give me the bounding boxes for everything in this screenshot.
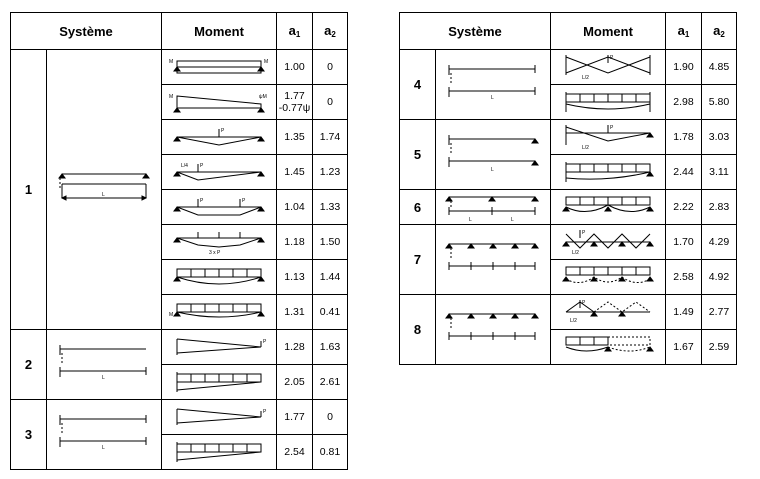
a2-value: 2.61 <box>313 365 348 400</box>
header-a1 <box>277 13 313 50</box>
system-diagram <box>47 330 162 400</box>
fixed-central-load-diagram <box>558 53 658 81</box>
continuous-point-loads-diagram <box>558 228 658 256</box>
two-span-uniform-load-diagram <box>558 193 658 221</box>
a2-value: 1.50 <box>313 225 348 260</box>
system-number: 6 <box>400 190 436 225</box>
moment-diagram <box>162 260 277 295</box>
propped-cantilever-diagram <box>54 411 154 459</box>
a2-value: 3.03 <box>702 120 737 155</box>
span-label: L <box>102 444 105 451</box>
cantilever-beam-diagram <box>54 341 154 389</box>
load-label: P <box>221 128 225 134</box>
moment-diagram <box>162 365 277 400</box>
uniform-load-with-end-moment-diagram <box>169 300 269 324</box>
moment-right-psi-label: ψM <box>259 94 267 100</box>
table-row <box>400 50 737 85</box>
span-label-2: L <box>511 217 514 223</box>
a1-value: 1.67 <box>666 330 702 365</box>
two-span-beam-diagram <box>443 191 543 223</box>
half-span-label: L/2 <box>572 250 579 256</box>
end-moments-diagram <box>169 55 269 79</box>
a1-value: 1.28 <box>277 330 313 365</box>
header-moment: Moment <box>551 13 666 50</box>
header-a1-letter: a <box>677 23 685 38</box>
load-label-2: P <box>242 198 246 204</box>
header-row <box>400 13 737 50</box>
moment-diagram <box>551 120 666 155</box>
a1-value: 2.58 <box>666 260 702 295</box>
moment-diagram <box>162 295 277 330</box>
system-number: 5 <box>400 120 436 190</box>
fixed-pinned-uniform-load-diagram <box>558 160 658 184</box>
header-system: Système <box>400 13 551 50</box>
header-a1 <box>666 13 702 50</box>
a1-value: 2.05 <box>277 365 313 400</box>
moment-left-label: M <box>169 59 174 65</box>
a2-value: 2.77 <box>702 295 737 330</box>
cantilever-uniform-load-diagram <box>169 370 269 394</box>
a2-value: 1.63 <box>313 330 348 365</box>
alternating-uniform-load-diagram <box>558 333 658 361</box>
a2-value: 2.83 <box>702 190 737 225</box>
cantilever-tip-load-diagram <box>169 335 269 359</box>
moment-left-label: M <box>169 312 174 318</box>
load-label: P <box>582 300 586 306</box>
two-point-loads-diagram <box>169 195 269 219</box>
a2-value: 0.81 <box>313 435 348 470</box>
alternating-point-loads-diagram <box>558 298 658 326</box>
moment-diagram <box>551 85 666 120</box>
header-a2 <box>313 13 348 50</box>
moment-diagram <box>162 50 277 85</box>
system-diagram <box>436 50 551 120</box>
quarter-span-label: L/4 <box>181 163 188 169</box>
half-span-label: L/2 <box>570 318 577 324</box>
load-label: P <box>610 55 614 61</box>
a1-value-extra: -0.77ψ <box>278 102 311 114</box>
propped-uniform-load-diagram <box>169 440 269 464</box>
span-label: L <box>102 191 105 198</box>
moment-diagram <box>551 260 666 295</box>
moment-diagram <box>551 295 666 330</box>
system-diagram <box>436 190 551 225</box>
header-a1-letter: a <box>288 23 296 38</box>
load-label-1: P <box>200 198 204 204</box>
a1-value: 2.98 <box>666 85 702 120</box>
table-row <box>11 330 348 365</box>
table-row <box>400 295 737 330</box>
a2-value: 1.33 <box>313 190 348 225</box>
span-label: L <box>102 374 105 381</box>
a2-value: 4.29 <box>702 225 737 260</box>
moment-diagram <box>162 225 277 260</box>
load-label: P <box>263 409 267 415</box>
quarter-point-load-diagram <box>169 160 269 184</box>
a1-value: 2.44 <box>666 155 702 190</box>
three-loads-label: 3 x P <box>209 250 221 256</box>
a2-value: 5.80 <box>702 85 737 120</box>
moment-diagram <box>551 155 666 190</box>
a1-value: 1.18 <box>277 225 313 260</box>
system-number: 4 <box>400 50 436 120</box>
system-number: 7 <box>400 225 436 295</box>
table-row <box>400 190 737 225</box>
multi-span-beam-diagram <box>443 306 543 354</box>
a1-value-cell <box>277 85 313 120</box>
system-diagram <box>47 50 162 330</box>
a1-value: 1.78 <box>666 120 702 155</box>
a1-value: 1.45 <box>277 155 313 190</box>
a1-value: 1.49 <box>666 295 702 330</box>
header-a1-sub: 1 <box>295 30 301 39</box>
header-a2-sub: 2 <box>720 30 725 39</box>
system-diagram <box>436 225 551 295</box>
fixed-pinned-beam-diagram <box>443 131 543 179</box>
a1-value: 1.90 <box>666 50 702 85</box>
a1-value: 1.70 <box>666 225 702 260</box>
header-system: Système <box>11 13 162 50</box>
moment-right-label: M <box>264 59 269 65</box>
a2-value: 0 <box>313 400 348 435</box>
a1-value: 1.04 <box>277 190 313 225</box>
a1-value: 1.35 <box>277 120 313 155</box>
moment-diagram <box>551 225 666 260</box>
header-a2-sub: 2 <box>331 30 336 39</box>
continuous-uniform-load-diagram <box>558 263 658 291</box>
moment-diagram <box>551 190 666 225</box>
span-label: L <box>491 94 494 101</box>
propped-tip-load-diagram <box>169 405 269 429</box>
moment-diagram <box>162 155 277 190</box>
load-label: P <box>263 339 267 345</box>
table-row <box>11 50 348 85</box>
a2-value: 0.41 <box>313 295 348 330</box>
three-point-loads-diagram <box>169 228 269 256</box>
a2-value: 3.11 <box>702 155 737 190</box>
moment-diagram <box>162 85 277 120</box>
system-number: 8 <box>400 295 436 365</box>
uniform-load-diagram <box>169 265 269 289</box>
a2-value: 0 <box>313 50 348 85</box>
fixed-uniform-load-diagram <box>558 90 658 114</box>
fixed-pinned-central-load-diagram <box>558 123 658 151</box>
moment-diagram <box>162 190 277 225</box>
a1-value: 1.77 <box>277 400 313 435</box>
system-number: 2 <box>11 330 47 400</box>
header-a2-letter: a <box>713 23 721 38</box>
header-a2 <box>702 13 737 50</box>
header-a2-letter: a <box>324 23 332 38</box>
header-row <box>11 13 348 50</box>
moment-diagram <box>162 120 277 155</box>
moment-diagram <box>162 435 277 470</box>
span-label: L <box>491 166 494 173</box>
half-span-label: L/2 <box>582 145 589 151</box>
table-row <box>400 120 737 155</box>
a2-value: 4.85 <box>702 50 737 85</box>
a1-value: 1.13 <box>277 260 313 295</box>
right-table <box>399 12 737 365</box>
continuous-beam-diagram <box>443 236 543 284</box>
system-number: 1 <box>11 50 47 330</box>
load-label: P <box>200 163 204 169</box>
system-diagram <box>436 120 551 190</box>
system-diagram <box>436 295 551 365</box>
moment-diagram <box>162 330 277 365</box>
left-table <box>10 12 348 470</box>
central-point-load-diagram <box>169 125 269 149</box>
table-row <box>400 225 737 260</box>
header-moment: Moment <box>162 13 277 50</box>
a2-value: 1.74 <box>313 120 348 155</box>
moment-diagram <box>162 400 277 435</box>
moment-diagram <box>551 50 666 85</box>
a2-value: 2.59 <box>702 330 737 365</box>
a2-value: 4.92 <box>702 260 737 295</box>
header-a1-sub: 1 <box>684 30 690 39</box>
system-number: 3 <box>11 400 47 470</box>
table-row <box>11 400 348 435</box>
load-label: P <box>610 125 614 131</box>
a1-value: 1.00 <box>277 50 313 85</box>
a1-value: 1.31 <box>277 295 313 330</box>
a2-value: 1.23 <box>313 155 348 190</box>
unequal-end-moments-diagram <box>169 90 269 114</box>
moment-left-label: M <box>169 94 174 100</box>
half-span-label: L/2 <box>582 75 589 81</box>
load-label: P <box>582 230 586 236</box>
simply-supported-beam-diagram <box>54 166 154 214</box>
a1-value: 1.77 <box>284 90 305 102</box>
fixed-fixed-beam-diagram <box>443 61 543 109</box>
moment-diagram <box>551 330 666 365</box>
span-label-1: L <box>469 217 472 223</box>
system-diagram <box>47 400 162 470</box>
a1-value: 2.22 <box>666 190 702 225</box>
a2-value: 0 <box>313 85 348 120</box>
a2-value: 1.44 <box>313 260 348 295</box>
a1-value: 2.54 <box>277 435 313 470</box>
